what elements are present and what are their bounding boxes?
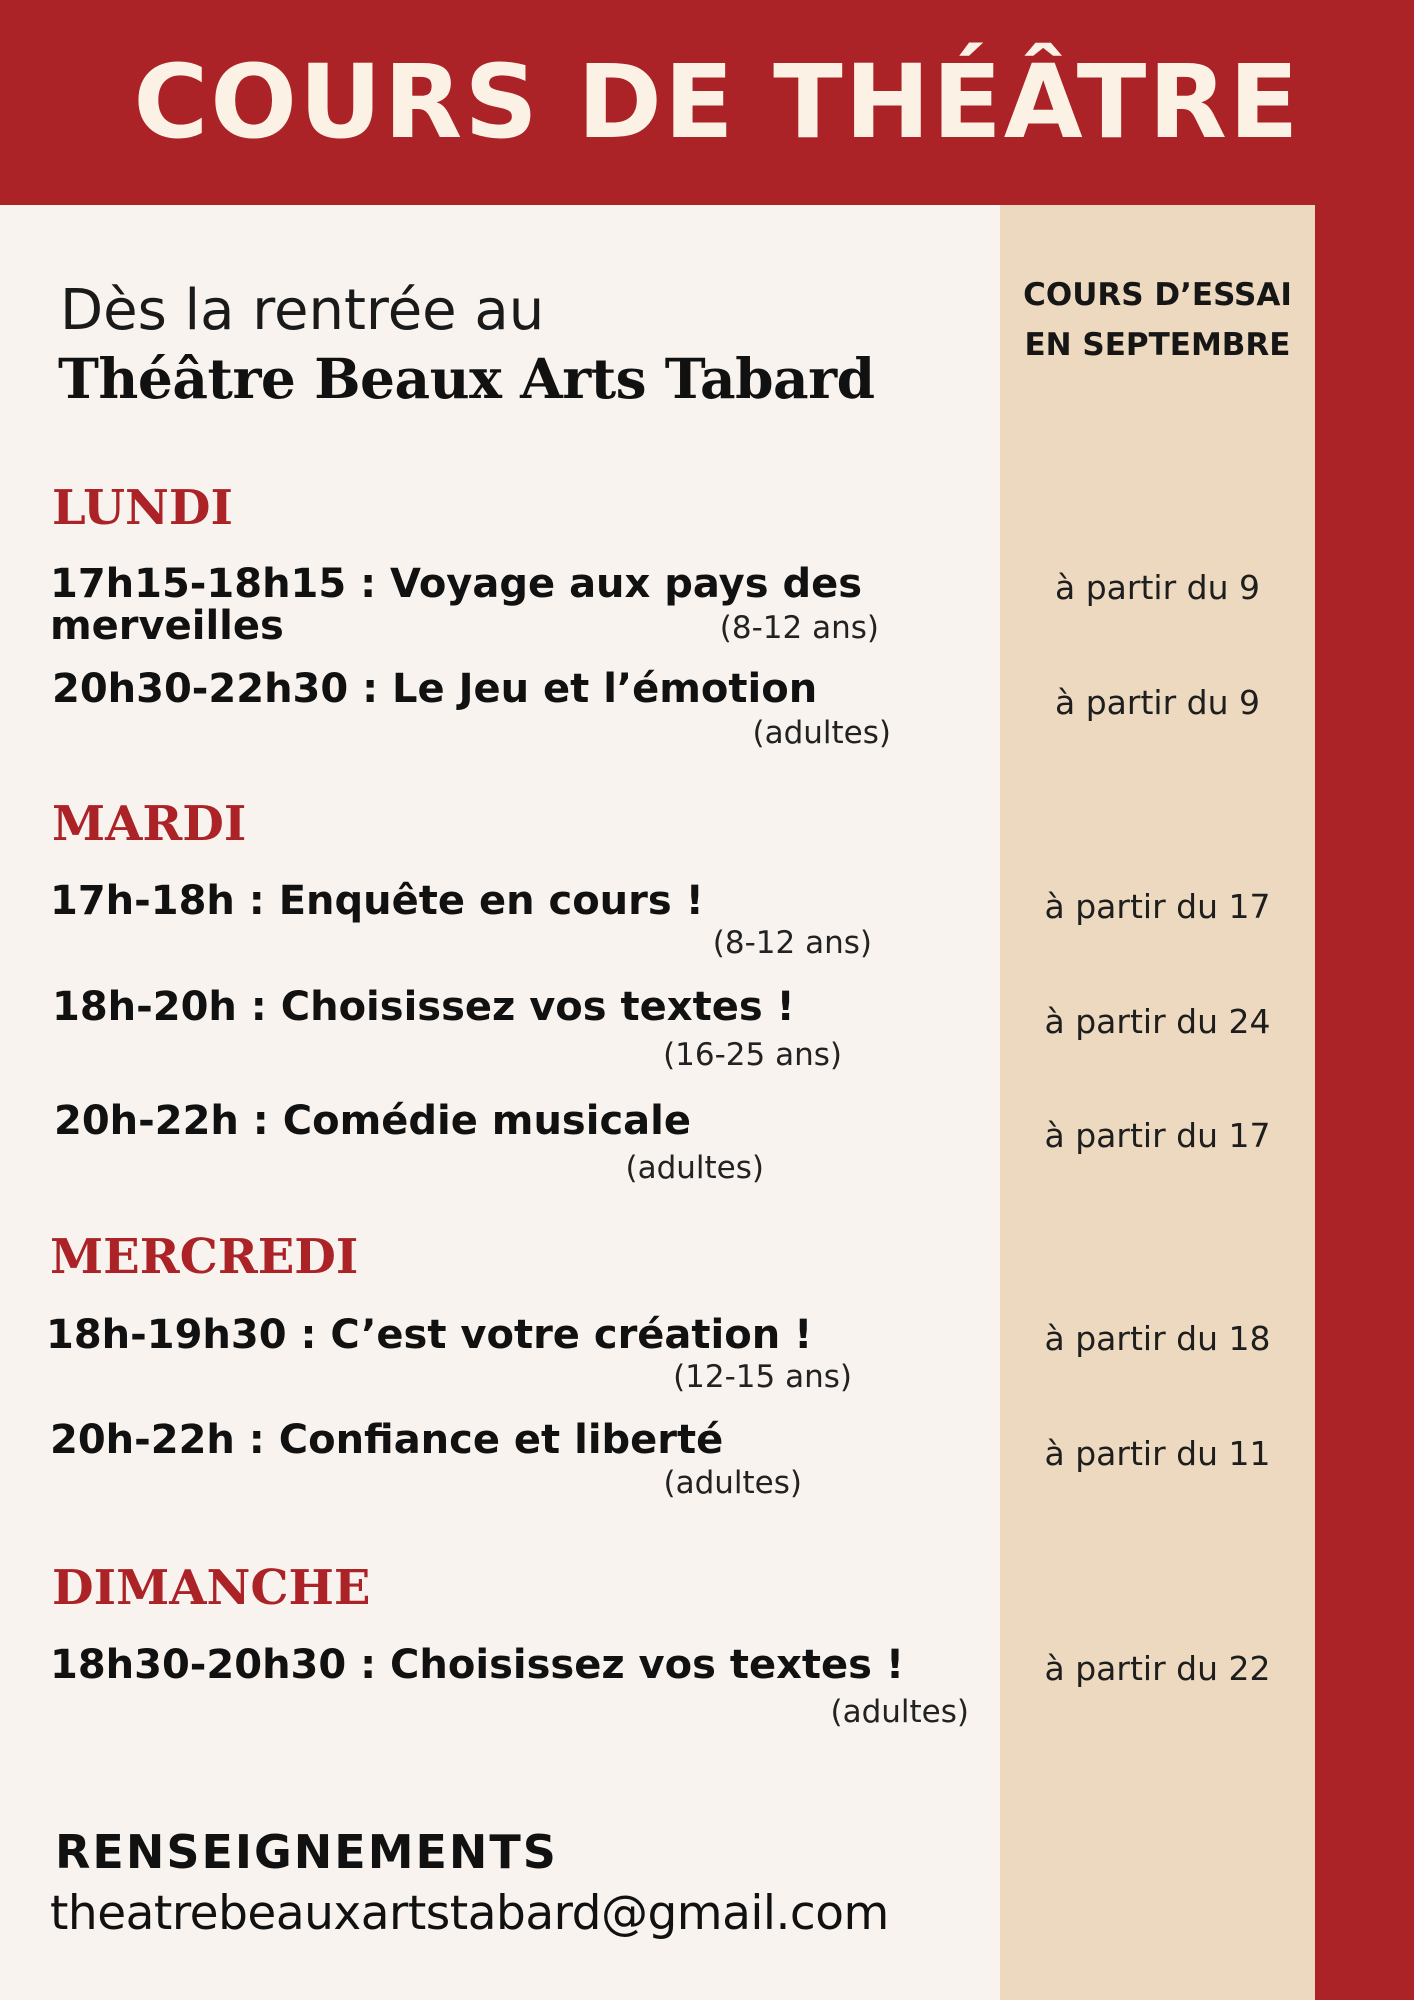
course-audience: (12-15 ans) [673, 1359, 852, 1395]
decorative-stripe [1315, 205, 1414, 2000]
info-heading: RENSEIGNEMENTS [55, 1825, 558, 1879]
course-start-date: à partir du 24 [1044, 1002, 1271, 1041]
course-start-date: à partir du 18 [1044, 1319, 1271, 1358]
course-start-date: à partir du 9 [1055, 683, 1260, 722]
course-title: 20h-22h : Confiance et liberté [50, 1417, 724, 1463]
course-audience: (adultes) [625, 1150, 764, 1186]
trial-heading [1000, 270, 1315, 370]
course-start-date: à partir du 9 [1055, 568, 1260, 607]
course-audience: (adultes) [752, 715, 891, 751]
header-banner [0, 0, 1414, 205]
trial-dates-panel [1000, 205, 1315, 2000]
page-title: COURS DE THÉÂTRE [133, 43, 1301, 162]
day-heading-monday: LUNDI [52, 480, 233, 536]
course-title: 17h15-18h15 : Voyage aux pays des merveilles [50, 561, 863, 649]
course-start-date: à partir du 11 [1044, 1434, 1271, 1473]
day-heading-wednesday: MERCREDI [50, 1229, 359, 1285]
course-title: 18h30-20h30 : Choisissez vos textes ! [50, 1642, 905, 1688]
theatre-name: Théâtre Beaux Arts Tabard [58, 346, 875, 411]
course-title: 20h30-22h30 : Le Jeu et l’émotion [52, 666, 818, 712]
trial-heading-line: COURS D’ESSAI [1023, 277, 1292, 313]
day-heading-sunday: DIMANCHE [52, 1560, 371, 1616]
course-title: 18h-20h : Choisissez vos textes ! [52, 984, 795, 1030]
course-start-date: à partir du 17 [1044, 887, 1271, 926]
course-audience: (8-12 ans) [719, 610, 879, 646]
trial-heading-line: EN SEPTEMBRE [1024, 327, 1291, 363]
course-audience: (adultes) [830, 1694, 969, 1730]
course-start-date: à partir du 17 [1044, 1116, 1271, 1155]
intro-line: Dès la rentrée au [60, 278, 545, 343]
course-audience: (16-25 ans) [663, 1037, 842, 1073]
course-title: 18h-19h30 : C’est votre création ! [46, 1312, 813, 1358]
course-audience: (8-12 ans) [712, 925, 872, 961]
course-title: 20h-22h : Comédie musicale [54, 1098, 691, 1144]
course-audience: (adultes) [663, 1465, 802, 1501]
day-heading-tuesday: MARDI [52, 796, 247, 852]
course-start-date: à partir du 22 [1044, 1649, 1271, 1688]
contact-email: theatrebeauxartstabard@gmail.com [50, 1886, 889, 1941]
course-title: 17h-18h : Enquête en cours ! [50, 878, 704, 924]
